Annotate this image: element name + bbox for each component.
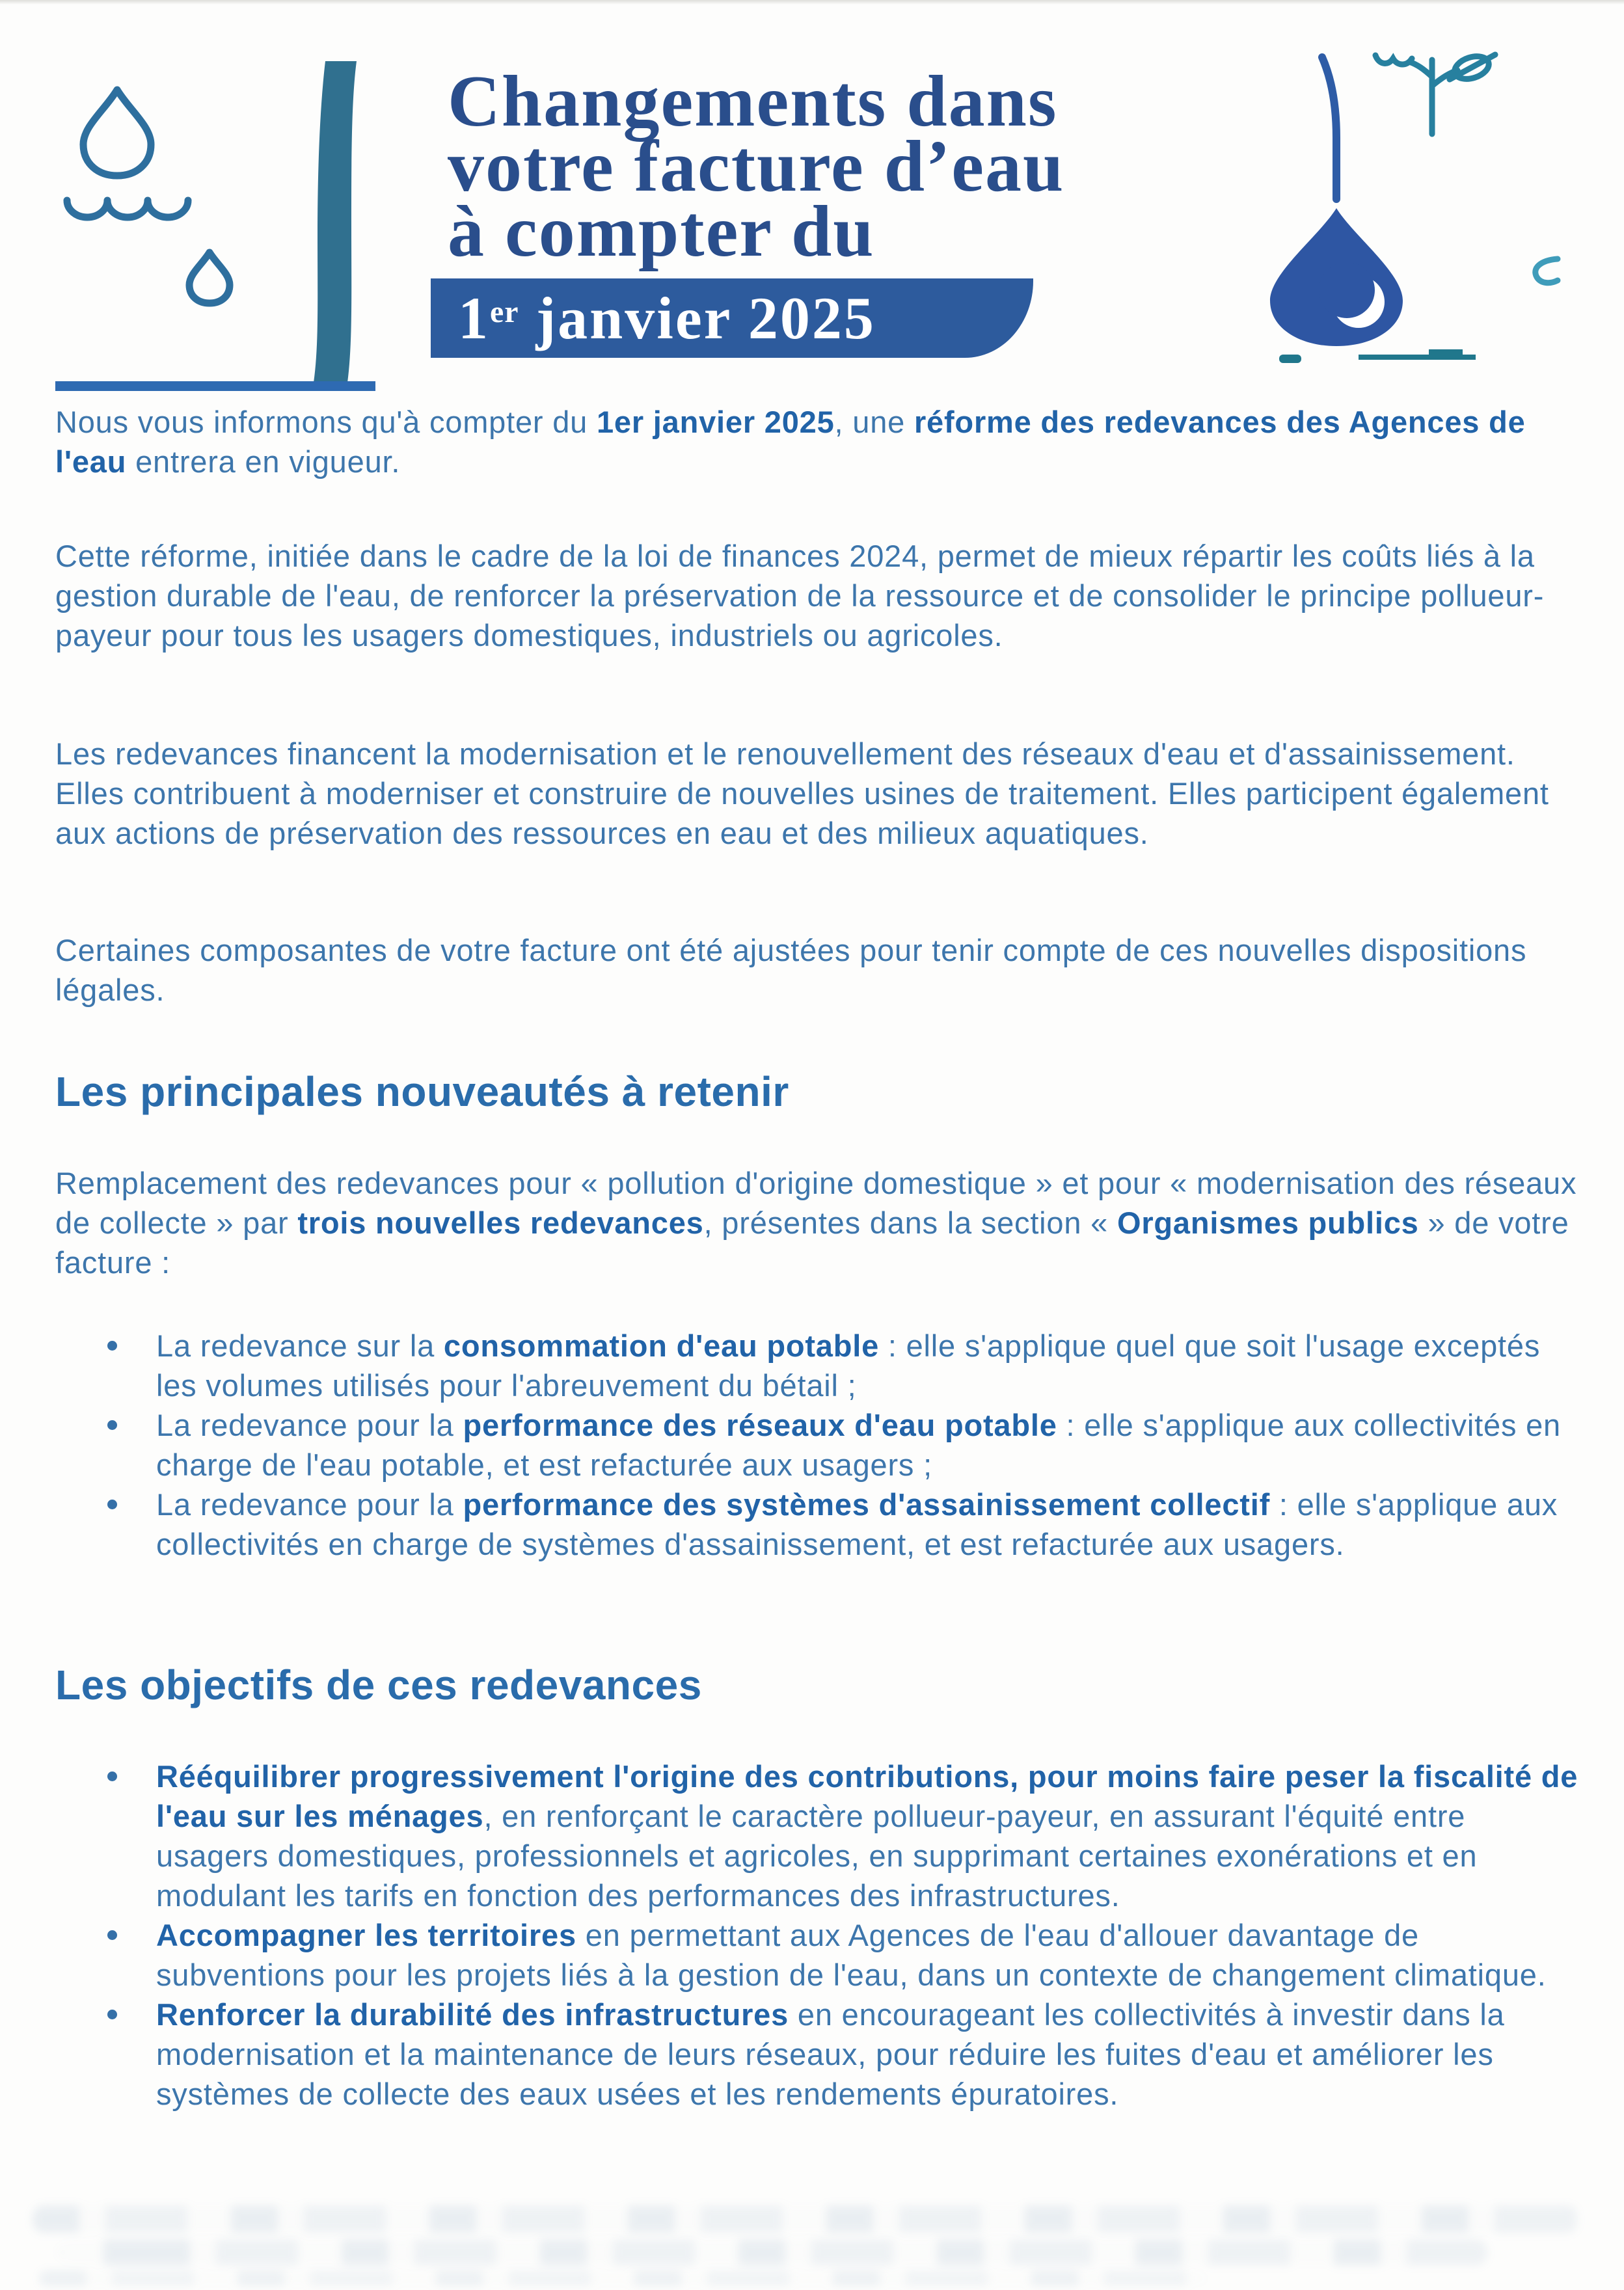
page-title-line: votre facture d’eau	[448, 126, 1065, 207]
list-item: Renforcer la durabilité des infrastructures en encourageant les collectivités à investir dans la modernisation et la maintenance de leurs réseaux, pour réduire les fuites d'eau et améliorer les systèmes de collecte des eaux usées et les rendements épuratoires.	[55, 1995, 1581, 2114]
list-item: Rééquilibrer progressivement l'origine des contributions, pour moins faire peser la fiscalité de l'eau sur les ménages, en renforçant le caractère pollueur-payeur, en assurant l'équité entre usagers domestiques, professionnels et agricoles, en supprimant certaines exonérations et en modulant les tarifs en fonction des performances des infrastructures.	[55, 1757, 1581, 1915]
list-item: La redevance pour la performance des réseaux d'eau potable : elle s'applique aux collectivités en charge de l'eau potable, et est refacturée aux usagers ;	[55, 1405, 1581, 1485]
intro-paragraph-2: Cette réforme, initiée dans le cadre de la loi de finances 2024, permet de mieux répartir les coûts liés à la gestion durable de l'eau, de renforcer la préservation de la ressource et de consolider le principe pollueur-payeur pour tous les usagers domestiques, industriels ou agricoles.	[55, 539, 1545, 653]
list-item: La redevance sur la consommation d'eau potable : elle s'applique quel que soit l'usage exceptés les volumes utilisés pour l'abreuvement du bétail ;	[55, 1326, 1581, 1405]
section-heading-nouveautes: Les principales nouveautés à retenir	[55, 1068, 789, 1115]
intro-paragraph-3: Les redevances financent la modernisation et le renouvellement des réseaux d'eau et d'assainissement. Elles contribuent à moderniser et construire de nouvelles usines de traitement. Elles participent également aux actions de préservation des ressources en eau et des milieux aquatiques.	[55, 736, 1549, 850]
droplet-outline-icon	[83, 90, 151, 176]
sapling-icon	[1375, 52, 1495, 134]
nouveautes-bullet-list	[55, 1326, 1581, 1564]
bleed-through-row	[39, 2270, 1208, 2286]
vertical-bar	[314, 61, 357, 383]
leaf-edge-icon	[1536, 259, 1558, 283]
page-title-line: Changements dans	[448, 61, 1058, 142]
baseline-bar	[55, 381, 375, 391]
bleed-through-row	[33, 2205, 1578, 2233]
objectifs-bullet-list	[55, 1757, 1581, 2114]
date-banner: 1er janvier 2025	[431, 278, 1033, 358]
ground-marks	[1279, 349, 1476, 363]
list-item: La redevance pour la performance des systèmes d'assainissement collectif : elle s'applique aux collectivités en charge de systèmes d'assainissement, et est refacturée aux usagers.	[55, 1485, 1581, 1564]
wave-icon	[67, 200, 188, 217]
intro-paragraph-4: Certaines composantes de votre facture ont été ajustées pour tenir compte de ces nouvelles dispositions légales.	[55, 933, 1527, 1007]
page-title-line: à compter du	[448, 191, 875, 272]
hanging-drop-icon	[1270, 57, 1403, 346]
nouveautes-lead-paragraph: Remplacement des redevances pour « pollution d'origine domestique » et pour « modernisation des réseaux de collecte » par trois nouvelles redevances, présentes dans la section « Organismes publics » de votre facture :	[55, 1166, 1577, 1280]
page-title	[448, 61, 1065, 272]
small-droplet-icon	[189, 252, 230, 303]
list-item: Accompagner les territoires en permettant aux Agences de l'eau d'allouer davantage de subventions pour les projets liés à la gestion de l'eau, dans un contexte de changement climatique.	[55, 1915, 1581, 1995]
water-drops-icon	[67, 90, 230, 303]
bleed-through-row	[59, 2239, 1487, 2265]
section-heading-objectifs: Les objectifs de ces redevances	[55, 1662, 702, 1708]
intro-paragraph-1: Nous vous informons qu'à compter du 1er janvier 2025, une réforme des redevances des Agences de l'eau entrera en vigueur.	[55, 405, 1526, 479]
